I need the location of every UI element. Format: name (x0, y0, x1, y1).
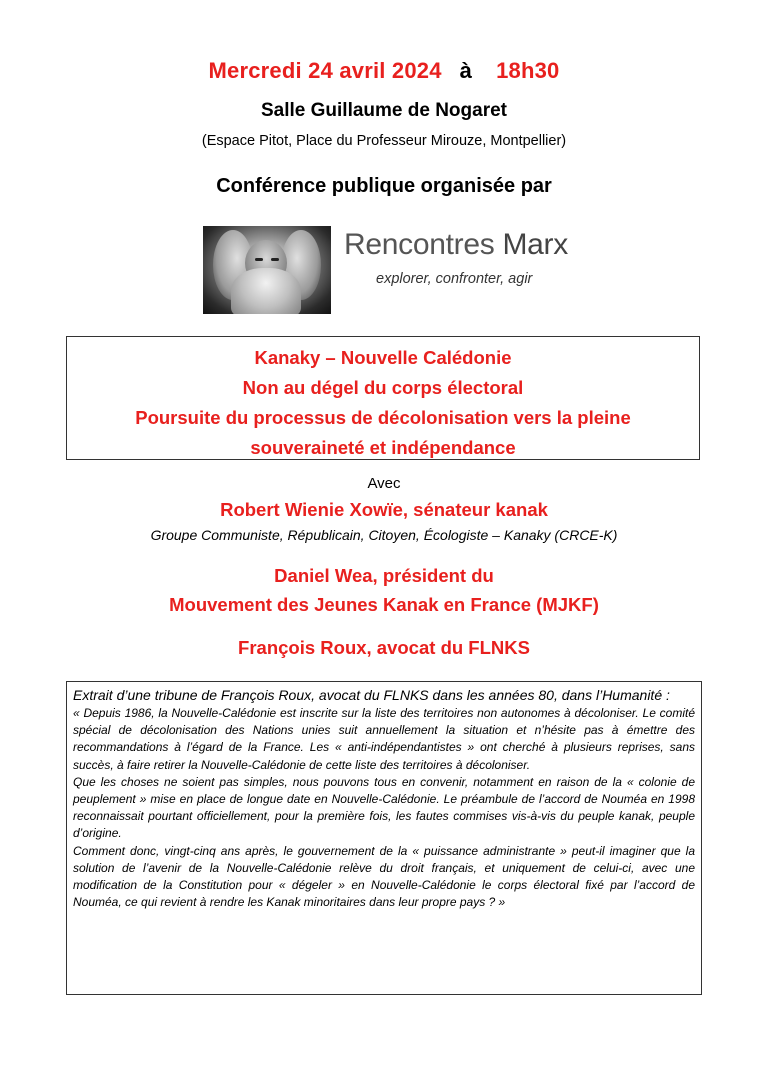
logo-name-part1: Rencontres (344, 228, 495, 261)
speaker-1: Robert Wienie Xowïe, sénateur kanak (220, 499, 548, 520)
event-date: Mercredi 24 avril 2024 (208, 58, 442, 83)
organised-by-heading: Conférence publique organisée par (216, 175, 552, 197)
with-label: Avec (367, 475, 401, 492)
quote-paragraph: Que les choses ne soient pas simples, nous pouvons tous en convenir, notamment en raison de la « colonie de peuplement » mise en place de longue date en Nouvelle-Calédonie. Le préambule de l’accord de Nouméa en 1998 reconnaissait pourtant officiellement, pour la première fois, les fautes commises vis-à-vis du peuple kanak, peuple d’origine. (73, 774, 695, 841)
logo-tagline: explorer, confronter, agir (376, 271, 533, 287)
event-at: à (459, 58, 473, 83)
logo-name (344, 228, 568, 262)
event-time: 18h30 (496, 58, 560, 83)
theme-box (66, 336, 700, 460)
speaker-2-line-2: Mouvement des Jeunes Kanak en France (MJKF) (169, 594, 599, 615)
quote-paragraph: « Depuis 1986, la Nouvelle-Calédonie est inscrite sur la liste des territoires non autonomes à décoloniser. Le comité spécial de décolonisation des Nations unies suit annuellement la situation et n’hésite pas à émettre des recommandations à l’égard de la France. Les « anti-indépendantistes » ont cherché à plusieurs reprises, sans succès, à faire retirer la Nouvelle-Calédonie de cette liste des territoires à décoloniser. (73, 706, 695, 772)
speaker-1-group: Groupe Communiste, Républicain, Citoyen, Écologiste – Kanaky (CRCE-K) (150, 527, 618, 543)
theme-line: Non au dégel du corps électoral (242, 377, 524, 398)
event-venue: Salle Guillaume de Nogaret (260, 100, 508, 121)
logo-name-part2: Marx (502, 228, 568, 261)
event-date-line (0, 58, 768, 84)
speaker-3: François Roux, avocat du FLNKS (238, 637, 530, 658)
event-address: (Espace Pitot, Place du Professeur Mirouze, Montpellier) (201, 133, 567, 149)
quote-intro: Extrait d’une tribune de François Roux, avocat du FLNKS dans les années 80, dans l’Humanité : (73, 687, 670, 703)
theme-line: Kanaky – Nouvelle Calédonie (254, 347, 512, 368)
portrait-image (203, 226, 331, 314)
quote-box (66, 681, 702, 995)
quote-body (73, 705, 695, 911)
speaker-2-line-1: Daniel Wea, président du (274, 565, 494, 586)
theme-line: souveraineté et indépendance (250, 437, 516, 458)
theme-line: Poursuite du processus de décolonisation vers la pleine (135, 407, 631, 428)
quote-paragraph: Comment donc, vingt-cinq ans après, le gouvernement de la « puissance administrante » peut-il imaginer que la solution de l’avenir de la Nouvelle-Calédonie relève du droit français, et uniquement de celui-ci, avec une modification de la Constitution pour « dégeler » en Nouvelle-Calédonie le corps électoral fixé par l’accord de Nouméa, ce qui revient à rendre les Kanak minoritaires dans leur propre pays ? » (73, 843, 695, 910)
